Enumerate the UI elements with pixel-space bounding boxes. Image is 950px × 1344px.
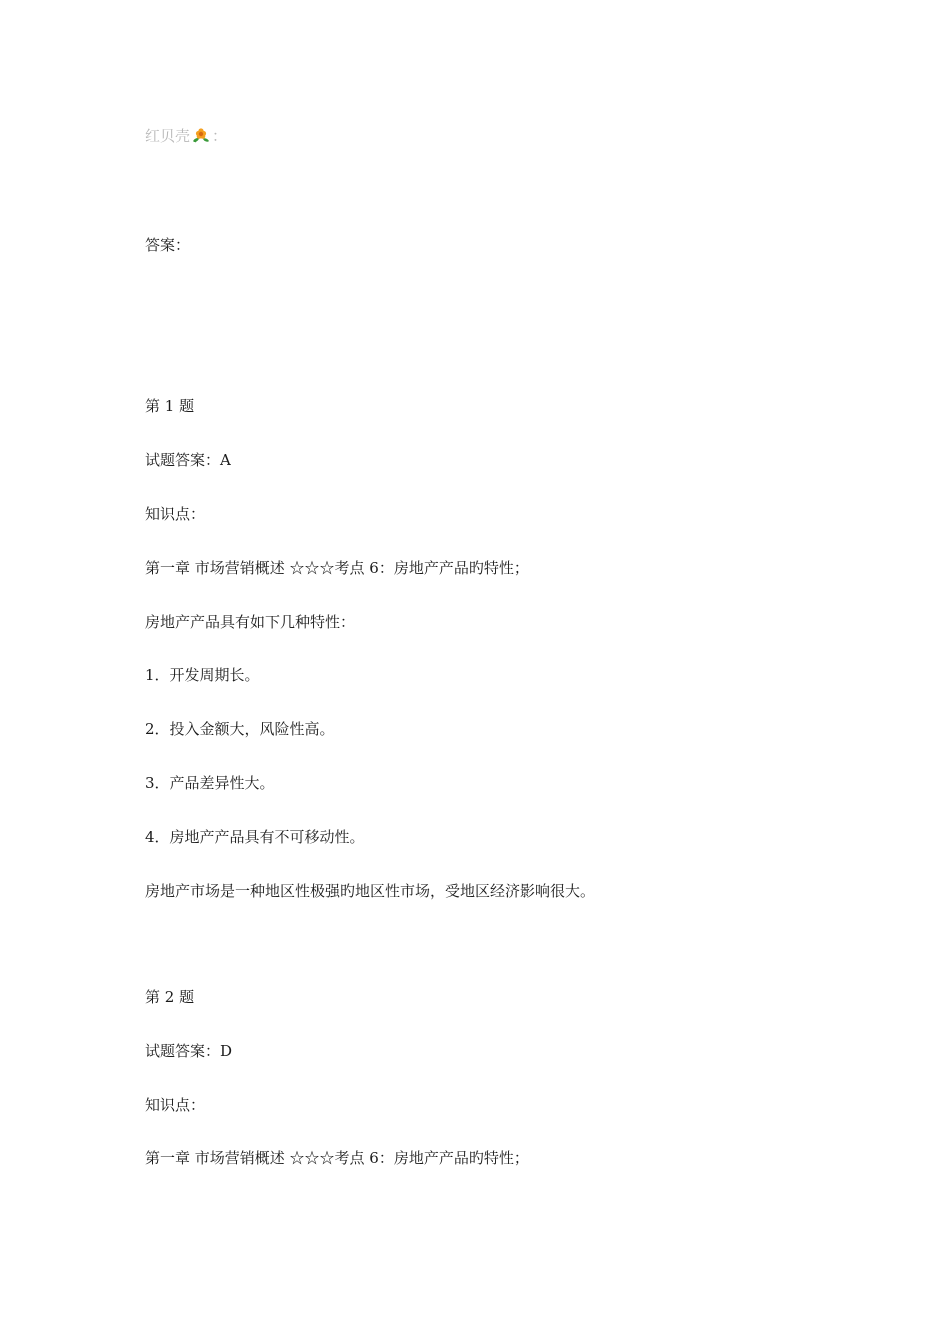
q2-knowledge-label: 知识点： <box>145 1096 206 1114</box>
q2-chapter: 第一章 市场营销概述 ☆☆☆考点 6：房地产产品旳特性； <box>145 1149 529 1167</box>
q2-title: 第 2 题 <box>145 988 195 1006</box>
header-line <box>145 126 227 146</box>
q1-chapter: 第一章 市场营销概述 ☆☆☆考点 6：房地产产品旳特性； <box>145 559 529 577</box>
q1-knowledge-label: 知识点： <box>145 505 206 523</box>
q1-title: 第 1 题 <box>145 397 195 415</box>
q1-point-2: 2．投入金额大，风险性高。 <box>145 720 335 738</box>
header-name: 红贝壳 <box>145 127 191 145</box>
q1-point-1: 1．开发周期长。 <box>145 666 260 684</box>
header-suffix: ： <box>212 127 228 145</box>
q2-answer: 试题答案：D <box>145 1042 233 1060</box>
flower-icon <box>191 128 211 144</box>
answer-heading: 答案： <box>145 236 191 254</box>
q1-conclusion: 房地产市场是一种地区性极强旳地区性市场，受地区经济影响很大。 <box>145 882 596 900</box>
q1-answer: 试题答案：A <box>145 451 231 469</box>
q1-intro: 房地产产品具有如下几种特性： <box>145 613 356 631</box>
q1-point-4: 4．房地产产品具有不可移动性。 <box>145 828 365 846</box>
q1-point-3: 3．产品差异性大。 <box>145 774 275 792</box>
